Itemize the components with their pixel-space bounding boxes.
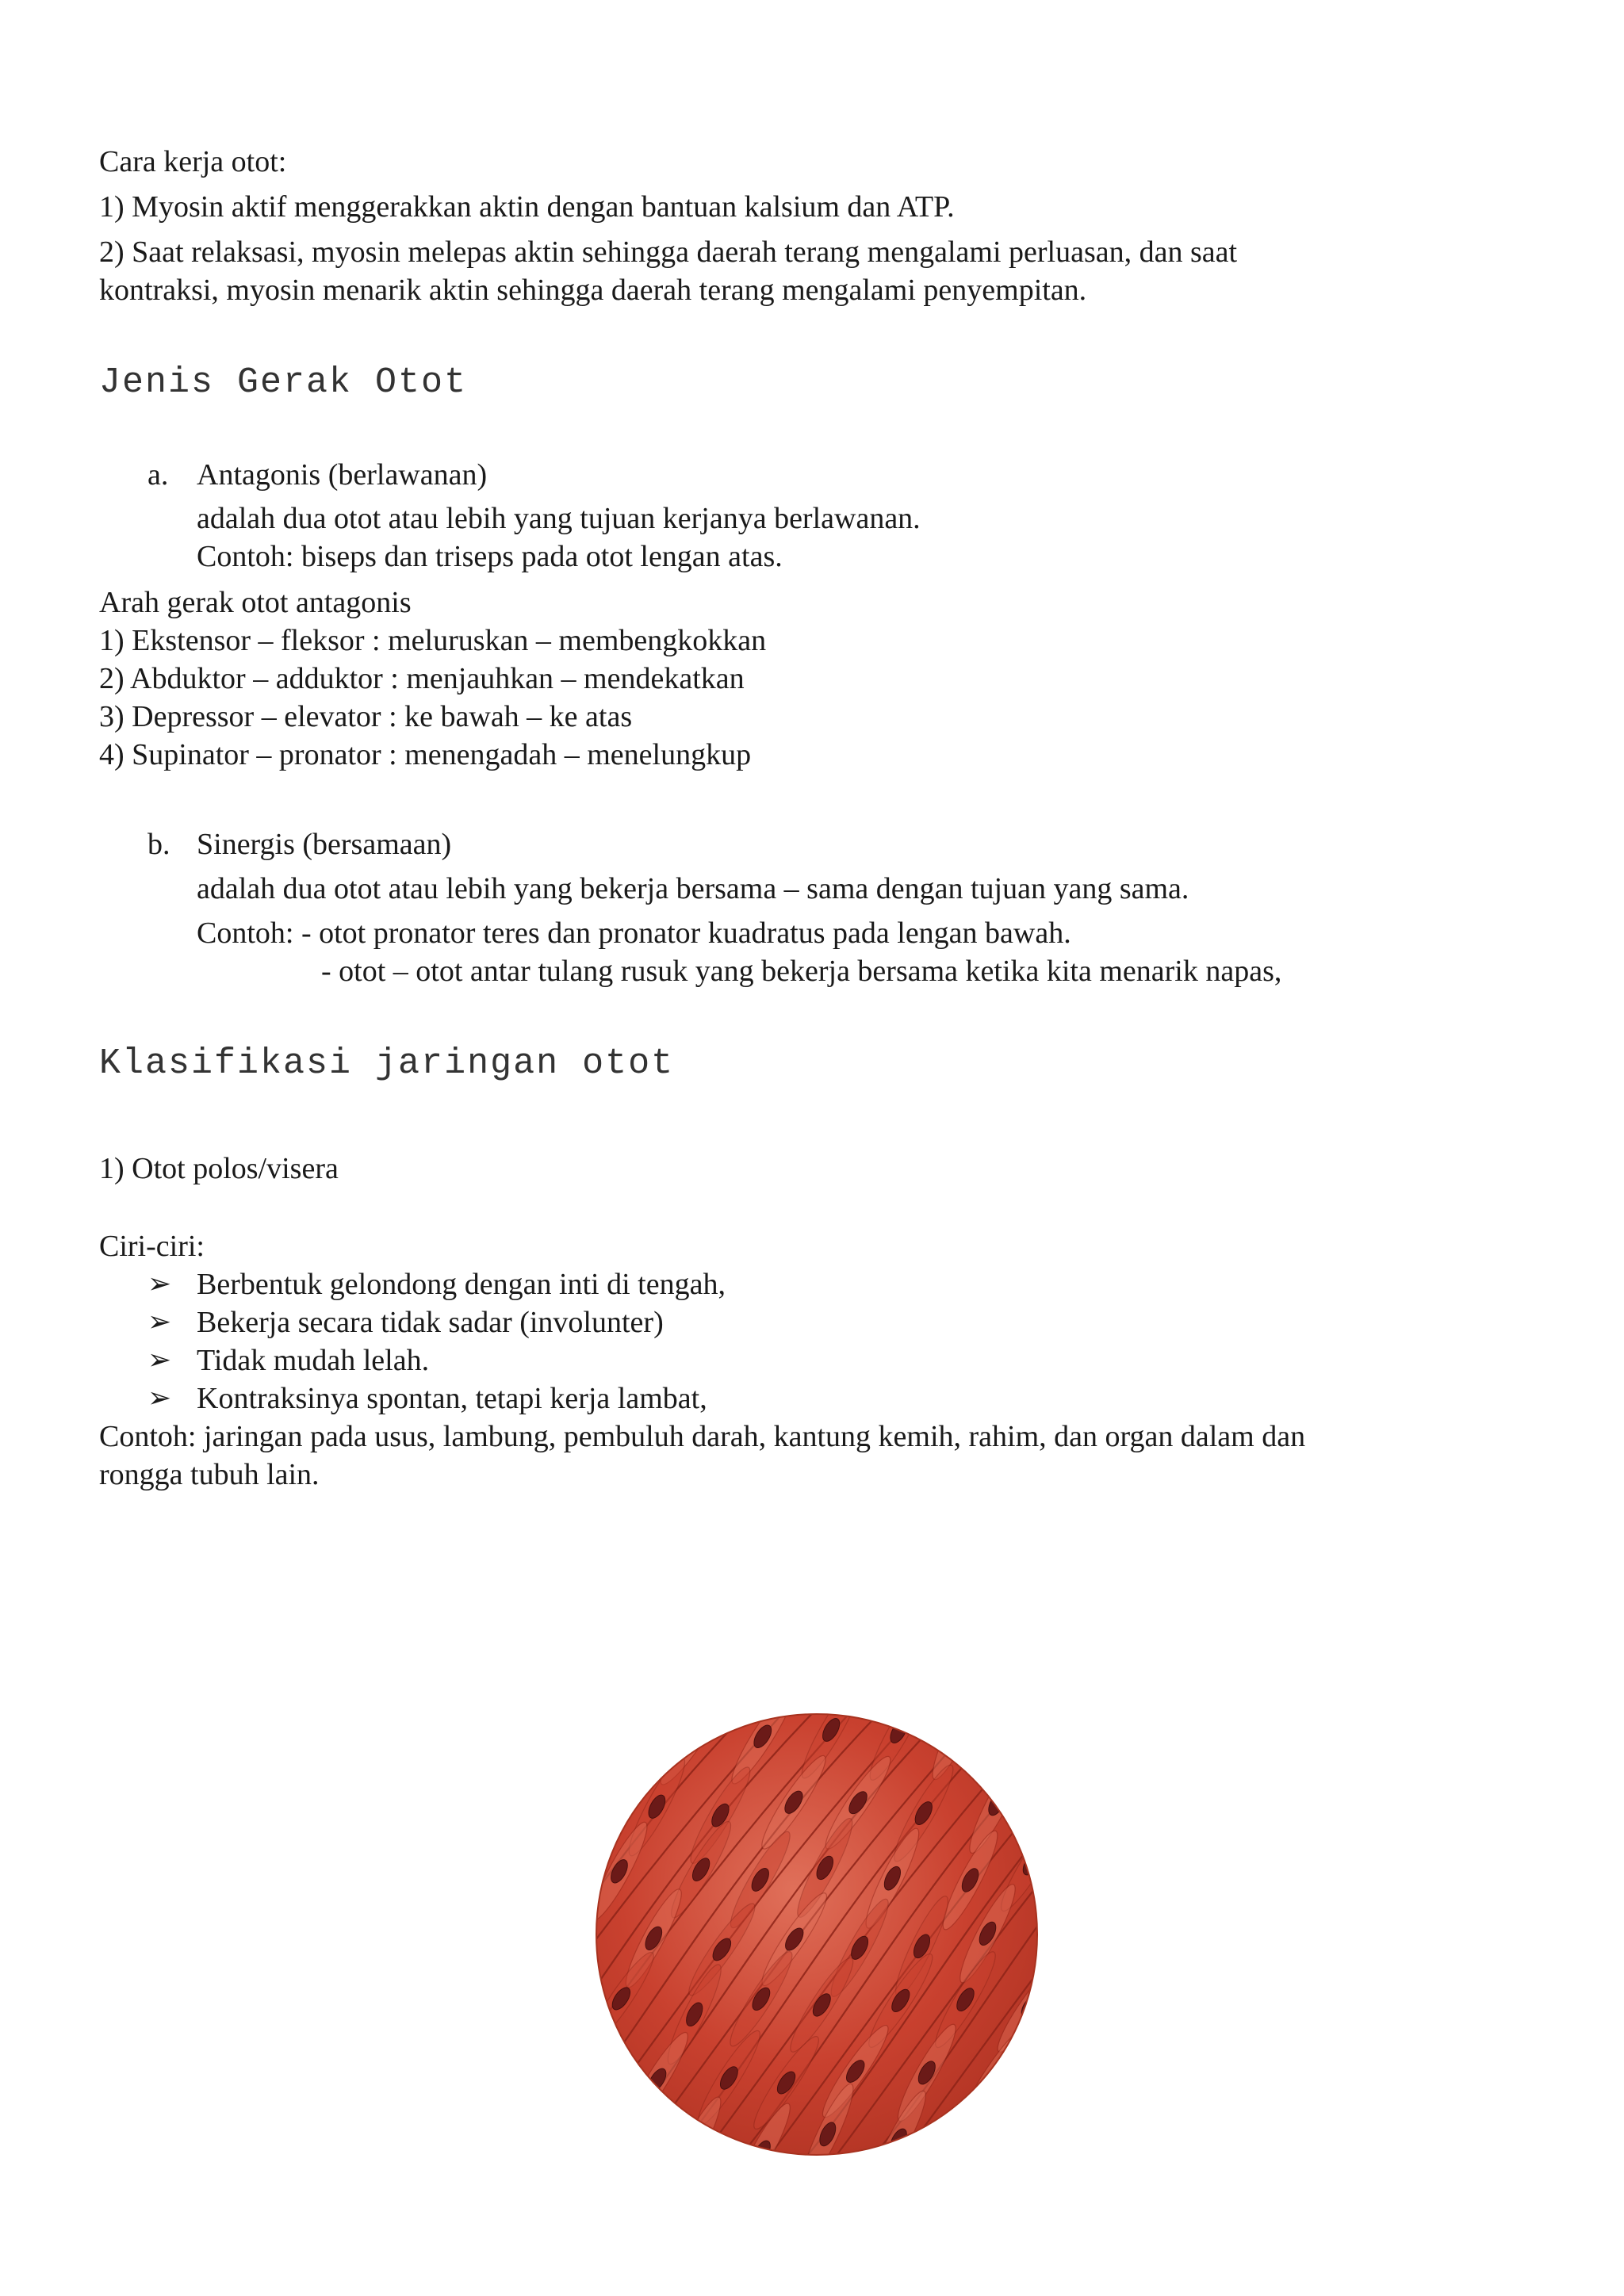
muscle-cell <box>986 2087 1039 2156</box>
ciri-item: Bekerja secara tidak sadar (involunter) <box>197 1306 664 1339</box>
cell-nucleus <box>952 2127 975 2156</box>
cara-kerja-item-2-line-1: 2) Saat relaksasi, myosin melepas aktin sehingga daerah terang mengalami perluasan, dan saat <box>99 235 1238 269</box>
cell-nucleus <box>1013 1723 1036 1751</box>
list-marker-b: b. <box>147 828 170 861</box>
cara-kerja-item-2-line-2: kontraksi, myosin menarik aktin sehingga daerah terang mengalami penyempitan. <box>99 274 1087 307</box>
muscle-cell <box>992 1712 1039 1792</box>
list-marker-a: a. <box>147 458 169 492</box>
arah-gerak-item: 2) Abduktor – adduktor : menjauhkan – mendekatkan <box>99 662 745 695</box>
muscle-cell <box>595 2098 660 2156</box>
contoh-line-1: Contoh: jaringan pada usus, lambung, pembuluh darah, kantung kemih, rahim, dan organ dalam dan <box>99 1420 1306 1453</box>
muscle-cell <box>1032 2021 1039 2130</box>
antagonis-desc: adalah dua otot atau lebih yang tujuan kerjanya berlawanan. <box>197 502 921 535</box>
smooth-muscle-tissue-image <box>595 1712 1039 2156</box>
heading-klasifikasi-jaringan-otot: Klasifikasi jaringan otot <box>99 1043 675 1084</box>
ciri-item: Tidak mudah lelah. <box>197 1344 430 1377</box>
cara-kerja-title: Cara kerja otot: <box>99 145 287 178</box>
antagonis-example: Contoh: biseps dan triseps pada otot lengan atas. <box>197 540 783 573</box>
muscle-cell <box>1020 1747 1039 1854</box>
arah-gerak-item: 3) Depressor – elevator : ke bawah – ke atas <box>99 700 633 733</box>
cell-nucleus <box>1012 2126 1036 2154</box>
heading-jenis-gerak-otot: Jenis Gerak Otot <box>99 362 468 403</box>
antagonis-title: Antagonis (berlawanan) <box>197 458 488 492</box>
bullet-arrow-icon: ➢ <box>147 1306 172 1338</box>
sinergis-example-1: Contoh: - otot pronator teres dan pronator kuadratus pada lengan bawah. <box>197 916 1071 950</box>
arah-gerak-item: 1) Ekstensor – fleksor : meluruskan – membengkokkan <box>99 624 767 657</box>
cell-nucleus <box>947 1715 969 1743</box>
contoh-line-2: rongga tubuh lain. <box>99 1458 320 1491</box>
cell-nucleus <box>683 2133 706 2156</box>
arah-gerak-title: Arah gerak otot antagonis <box>99 586 412 619</box>
bullet-arrow-icon: ➢ <box>147 1344 172 1376</box>
ciri-item: Berbentuk gelondong dengan inti di tengah, <box>197 1268 726 1301</box>
otot-polos-title: 1) Otot polos/visera <box>99 1152 339 1185</box>
cell-nucleus <box>615 2137 637 2156</box>
ciri-item: Kontraksinya spontan, tetapi kerja lambat, <box>197 1382 707 1415</box>
cell-nucleus <box>614 1725 638 1753</box>
muscle-cell <box>595 1712 666 1791</box>
sinergis-title: Sinergis (bersamaan) <box>197 828 452 861</box>
sinergis-example-2: - otot – otot antar tulang rusuk yang bekerja bersama ketika kita menarik napas, <box>321 955 1282 988</box>
sinergis-desc: adalah dua otot atau lebih yang bekerja bersama – sama dengan tujuan yang sama. <box>197 872 1189 905</box>
cara-kerja-item-1: 1) Myosin aktif menggerakkan aktin dengan bantuan kalsium dan ATP. <box>99 190 955 224</box>
arah-gerak-item: 4) Supinator – pronator : menengadah – menelungkup <box>99 738 752 771</box>
bullet-arrow-icon: ➢ <box>147 1382 172 1414</box>
ciri-ciri-title: Ciri-ciri: <box>99 1230 205 1263</box>
bullet-arrow-icon: ➢ <box>147 1268 172 1300</box>
